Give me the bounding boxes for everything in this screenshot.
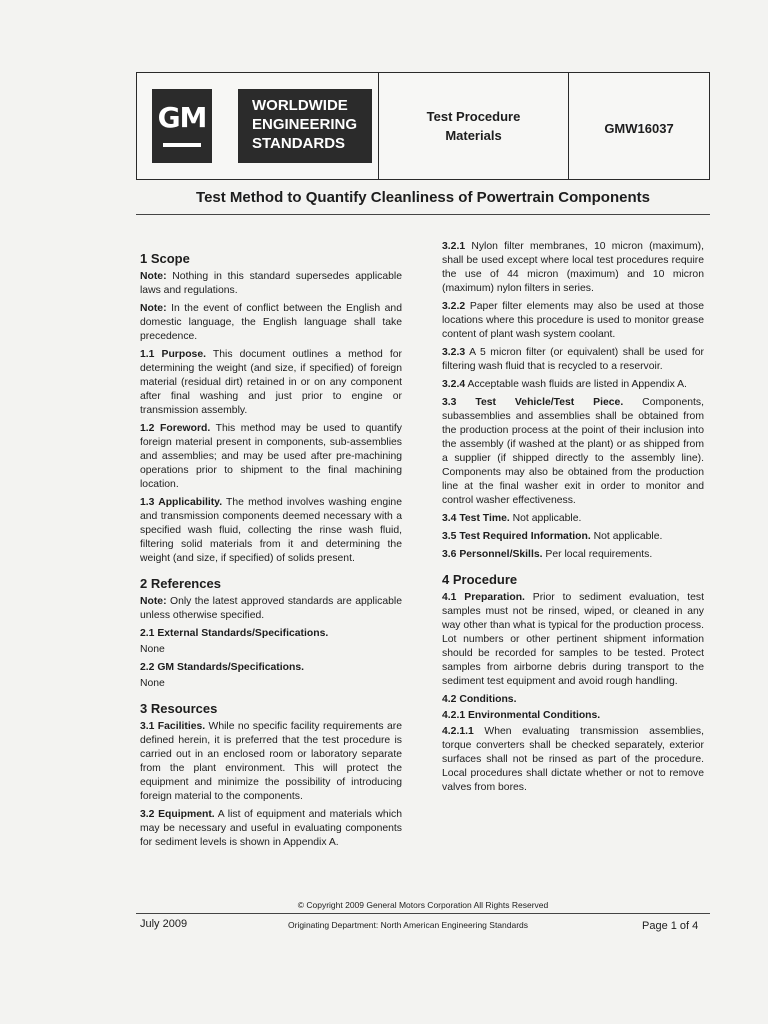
procedure-type-line-2: Materials [445,128,502,143]
paragraph-text: This method may be used to quantify foreign material present in components, sub-assemblies and assemblies; and may be used after pre-machining operations prior to shipment to the final machining location. [140,423,402,490]
footer-page-number: Page 1 of 4 [642,920,699,932]
paragraph-foreword [140,422,402,492]
paragraph-3-2-3 [442,346,704,374]
wes-line-1: WORLDWIDE [252,97,348,114]
procedure-type-line-1: Test Procedure [426,109,521,124]
paragraph-preparation [442,591,704,689]
document-title: Test Method to Quantify Cleanliness of Powertrain Components [196,189,650,206]
paragraph-3-2-2 [442,300,704,342]
paragraph-text: A list of equipment and materials which may be necessary and useful in evaluating components for sediment levels is shown in Appendix A. [140,809,402,848]
note-text: Nothing in this standard supersedes applicable laws and regulations. [140,271,402,296]
wes-line-3: STANDARDS [252,135,346,152]
wes-line-2: ENGINEERING [252,116,358,133]
paragraph-3-2-1 [442,240,704,296]
section-heading-procedure: 4 Procedure [442,572,518,587]
paragraph-3-2-4 [442,378,704,392]
note-label: Note: [140,596,167,607]
paragraph-text: Per local requirements. [542,549,653,560]
footer-date: July 2009 [140,918,188,930]
subsection-heading-gm-standards: 2.2 GM Standards/Specifications. [140,662,304,673]
paragraph-label: 3.5 Test Required Information. [442,531,591,542]
paragraph-label: 3.2.2 [442,301,466,312]
paragraph-label: 1.3 Applicability. [140,497,223,508]
note-text: Only the latest approved standards are applicable unless otherwise specified. [140,596,402,621]
paragraph-label: 3.4 Test Time. [442,513,510,524]
subsection-heading-external-standards: 2.1 External Standards/Specifications. [140,628,329,639]
copyright-notice: © Copyright 2009 General Motors Corporation All Rights Reserved [297,900,549,910]
paragraph-text: Not applicable. [590,531,663,542]
subsection-heading-environmental: 4.2.1 Environmental Conditions. [442,710,601,721]
note-paragraph [140,270,402,298]
paragraph-text: Components, subassemblies and assemblies shall be obtained from the production process at the point of their inclusion into the assembly (if washed at the plant) or as shipped from a supplier (if shipped directly to the assembly line). Components may also be obtained from the production line at the final washer exit in order to monitor and control washer effectiveness. [442,397,704,506]
paragraph-label: 4.2.1.1 [442,726,474,737]
paragraph-label: 3.2.4 [442,379,466,390]
paragraph-test-required-info [442,530,704,544]
section-heading-scope: 1 Scope [140,251,190,266]
left-column [140,251,402,854]
paragraph-text: When evaluating transmission assemblies, torque converters shall be checked separately, exterior surfaces shall not be rinsed as part of the procedure. Local procedures shall dictate whether or not to remove valves from bores. [442,726,704,793]
paragraph-label: 3.2.3 [442,347,466,358]
section-heading-resources: 3 Resources [140,701,218,716]
paragraph-label: 3.6 Personnel/Skills. [442,549,543,560]
gm-logo-text: GM [157,101,207,134]
paragraph-purpose [140,348,402,418]
title-rule [136,214,710,215]
note-paragraph [140,595,402,623]
paragraph-text: While no specific facility requirements are defined herein, it is preferred that the test procedure is carried out in an enclosed room or laboratory separate from the plant environment. This will protect the equipment and minimize the possibility of introducing foreign material to the components. [140,721,402,802]
paragraph-applicability [140,496,402,566]
worldwide-engineering-standards-badge [238,89,372,163]
paragraph-label: 3.3 Test Vehicle/Test Piece. [442,397,624,408]
header-box [136,72,710,180]
gm-standards-value: None [140,678,165,689]
paragraph-label: 3.1 Facilities. [140,721,206,732]
paragraph-label: 3.2.1 [442,241,466,252]
paragraph-equipment [140,808,402,850]
note-label: Note: [140,271,167,282]
paragraph-facilities [140,720,402,804]
subsection-heading-conditions: 4.2 Conditions. [442,694,517,705]
paragraph-text: Not applicable. [509,513,582,524]
paragraph-text: A 5 micron filter (or equivalent) shall be used for filtering wash fluid that is recycled to a reservoir. [442,347,704,372]
right-column [442,240,704,799]
paragraph-text: This document outlines a method for determining the weight (and size, if specified) of foreign material (residual dirt) retained in or on any component after final washing and just prior to engine or transmission assembly. [140,349,402,416]
note-label: Note: [140,303,167,314]
paragraph-text: The method involves washing engine and transmission components deemed necessary with a specified wash fluid, collecting the rinse wash fluid, filtering solid materials from it and determining the weight (and size, if specified) of solids present. [140,497,402,564]
procedure-type [379,107,568,145]
paragraph-text: Prior to sediment evaluation, test samples must not be rinsed, wiped, or cleaned in any way other than what is typical for the production process. Lot numbers or other pertinent shipment information should be recorded for samples to be tested. Protect samples from airborne debris during transport to the sediment test equipment and avoid rough handling. [442,592,704,687]
paragraph-text: Nylon filter membranes, 10 micron (maximum), shall be used except where local test procedures require the use of 44 micron (maximum) and 10 micron (maximum) nylon filters in series. [442,241,704,294]
gm-logo-underline [163,143,201,147]
paragraph-personnel [442,548,704,562]
footer-rule [136,913,710,914]
paragraph-label: 3.2 Equipment. [140,809,215,820]
paragraph-label: 1.1 Purpose. [140,349,206,360]
section-heading-references: 2 References [140,576,221,591]
paragraph-text: Acceptable wash fluids are listed in Appendix A. [465,379,687,390]
paragraph-test-time [442,512,704,526]
note-paragraph [140,302,402,344]
paragraph-label: 1.2 Foreword. [140,423,211,434]
paragraph-label: 4.1 Preparation. [442,592,525,603]
note-text: In the event of conflict between the English and domestic language, the English language shall take precedence. [140,303,402,342]
paragraph-text: Paper filter elements may also be used at those locations where this procedure is used to monitor grease content of plant wash system coolant. [442,301,704,340]
document-number: GMW16037 [604,121,674,136]
paragraph-test-vehicle [442,396,704,508]
footer-department: Originating Department: North American Engineering Standards [288,920,529,930]
paragraph-4-2-1-1 [442,725,704,795]
external-standards-value: None [140,644,165,655]
gm-logo [152,89,212,163]
